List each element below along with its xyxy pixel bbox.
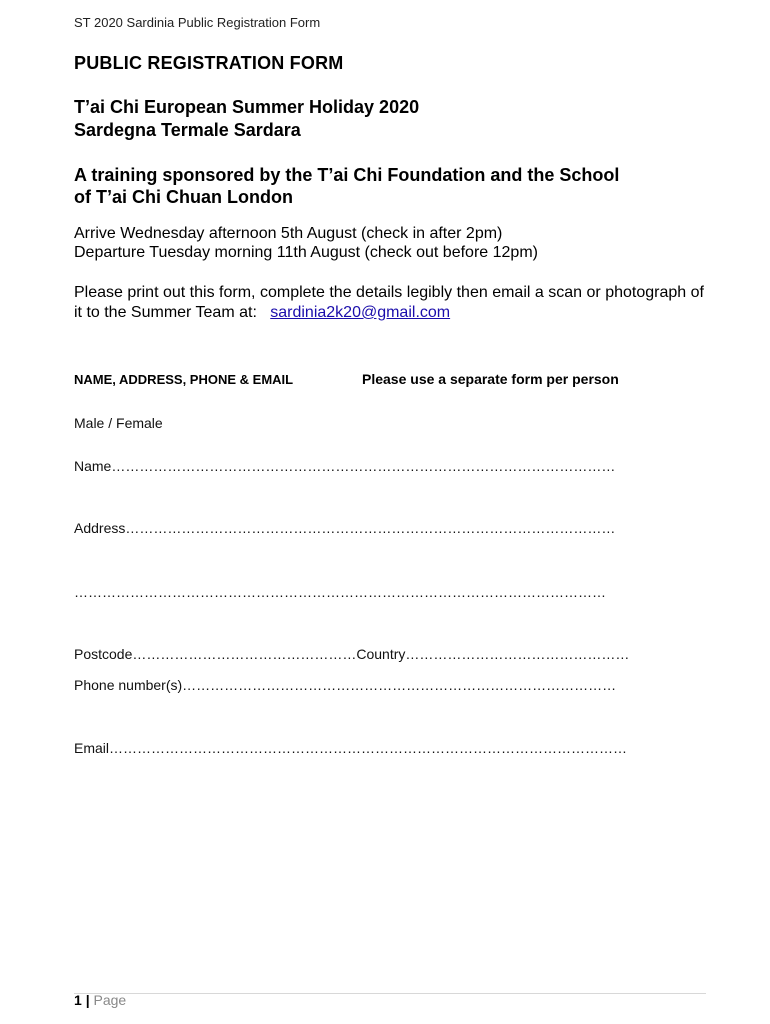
page-number: 1 <box>74 992 82 1008</box>
postcode-country-field: Postcode…………………………………………Country………………………………………… <box>74 646 630 662</box>
form-title: PUBLIC REGISTRATION FORM <box>74 53 344 73</box>
instructions-paragraph <box>74 283 704 323</box>
name-field: Name……………………………………………………………………………………………… <box>74 458 616 474</box>
contact-email-link[interactable]: sardinia2k20@gmail.com <box>270 304 451 321</box>
arrival-info: Arrive Wednesday afternoon 5th August (check in after 2pm) <box>74 225 503 242</box>
address-line-2: …………………………………………………………………………………………………… <box>74 584 606 600</box>
event-venue: Sardegna Termale Sardara <box>74 120 301 140</box>
page-footer <box>74 992 126 1008</box>
sponsor-line-2: of T’ai Chi Chuan London <box>74 187 293 207</box>
address-field: Address…………………………………………………………………………………………… <box>74 520 616 536</box>
event-title: T’ai Chi European Summer Holiday 2020 <box>74 97 420 117</box>
phone-field: Phone number(s)………………………………………………………………………………… <box>74 677 617 693</box>
footer-divider <box>74 993 706 994</box>
email-field: Email………………………………………………………………………………………………… <box>74 740 628 756</box>
sponsor-line-1: A training sponsored by the T’ai Chi Foundation and the School <box>74 165 620 185</box>
footer-separator: | <box>85 992 90 1008</box>
gender-field: Male / Female <box>74 415 163 431</box>
departure-info: Departure Tuesday morning 11th August (check out before 12pm) <box>74 244 538 261</box>
running-header: ST 2020 Sardinia Public Registration Form <box>74 15 321 30</box>
section-note: Please use a separate form per person <box>362 371 619 387</box>
instructions-text: Please print out this form, complete the details legibly then email a scan or photograph of it to the Summer Team at: <box>74 284 704 321</box>
section-label: NAME, ADDRESS, PHONE & EMAIL <box>74 372 294 387</box>
page-label: Page <box>93 992 127 1008</box>
